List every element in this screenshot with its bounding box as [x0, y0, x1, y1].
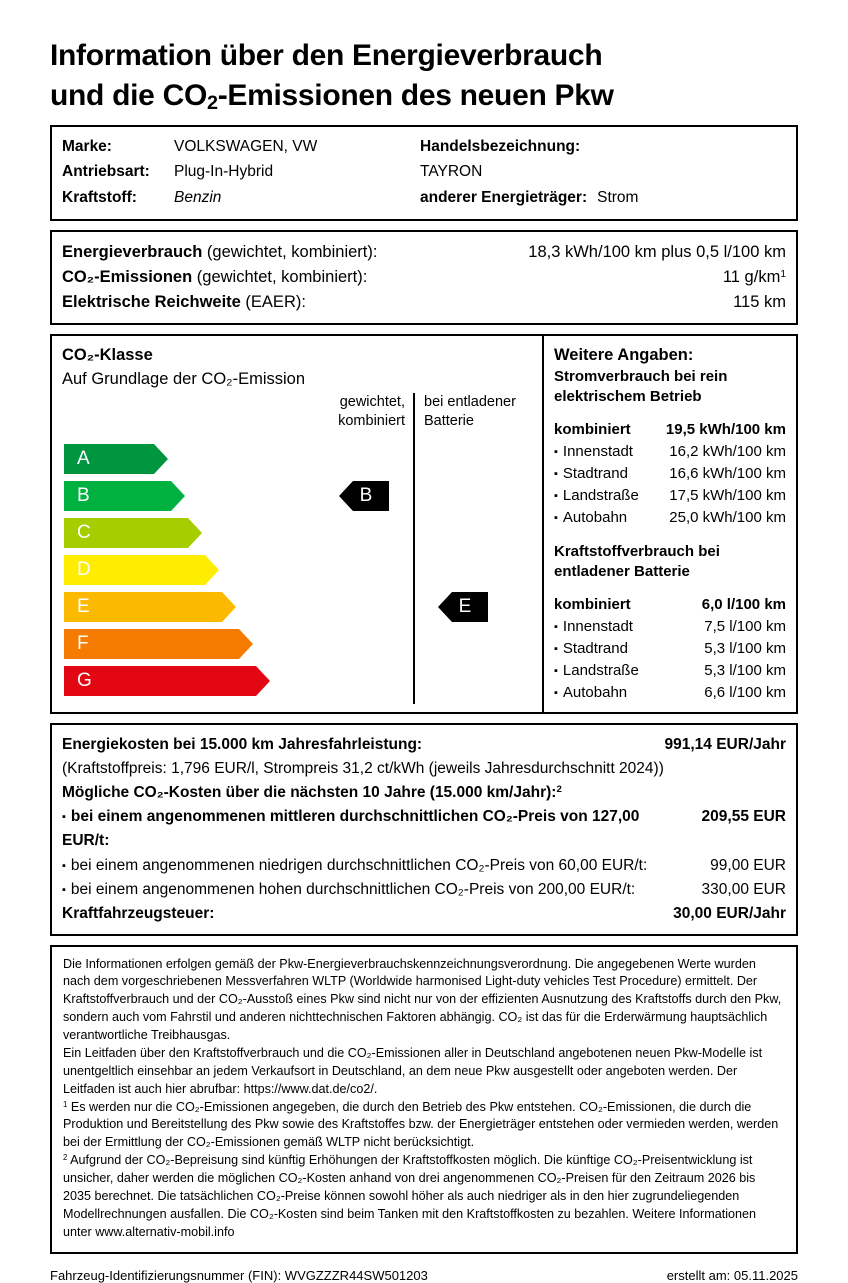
- co2-emissionen-label: CO₂-Emissionen (gewichtet, kombiniert):: [62, 268, 368, 287]
- consumption-cycle-value: 5,3 l/100 km: [704, 661, 786, 679]
- co2-class-bar-label: E: [64, 592, 222, 622]
- co2-class-row: [64, 666, 534, 703]
- consumption-cycle-value: 19,5 kWh/100 km: [665, 420, 786, 438]
- weitere-angaben-title: Weitere Angaben:: [554, 346, 694, 365]
- elektrische-reichweite-value: 115 km: [733, 293, 786, 312]
- kraftstoffverbrauch-subtitle-line2: entladener Batterie: [554, 562, 690, 580]
- co2-cost-high-value: 330,00 EUR: [701, 880, 786, 898]
- marke-value: VOLKSWAGEN, VW: [174, 137, 318, 155]
- consumption-row: [62, 290, 786, 315]
- co2-class-bar-d: [64, 555, 219, 585]
- spacer: [554, 529, 786, 542]
- consumption-cycle-value: 16,2 kWh/100 km: [669, 442, 786, 460]
- co2-class-bar-tip: [256, 666, 270, 696]
- consumption-cycle-label: ▪ Stadtrand: [554, 463, 628, 485]
- consumption-detail-row: [554, 682, 786, 704]
- co2-emissionen-value: 11 $g/km^1$: [722, 268, 786, 287]
- co2-class-bar-tip: [171, 481, 185, 511]
- marker-label: E: [452, 592, 488, 622]
- consumption-cycle-label: ▪ Autobahn: [554, 507, 627, 529]
- co2-cost-row: [62, 805, 786, 853]
- co2-cost-low-value: 99,00 EUR: [710, 856, 786, 874]
- antriebsart-value: Plug-In-Hybrid: [174, 163, 274, 181]
- anderer-energietraeger-label: anderer Energieträger:: [420, 188, 588, 206]
- co2-class-chart-panel: [52, 336, 544, 712]
- co2-class-bar-tip: [154, 444, 168, 474]
- footnote-ref-2: 2: [556, 784, 562, 796]
- co2-class-row: [64, 629, 534, 666]
- stromverbrauch-list: [554, 419, 786, 529]
- consumption-cycle-value: 6,0 l/100 km: [701, 595, 786, 613]
- co2-cost-row: [62, 878, 786, 902]
- co2-subscript: 2: [207, 92, 218, 115]
- consumption-cycle-value: 5,3 l/100 km: [704, 639, 786, 657]
- co2-class-bar-tip: [188, 518, 202, 548]
- consumption-cycle-label: ▪ Autobahn: [554, 682, 627, 704]
- title-line-1: Information über den Energieverbrauch: [50, 39, 603, 72]
- co2-class-row: [64, 555, 534, 592]
- footnote-ref-1: 1: [780, 268, 786, 280]
- kraftstoffverbrauch-subtitle-line1: Kraftstoffverbrauch bei: [554, 542, 720, 560]
- price-basis-note: (Kraftstoffpreis: 1,796 EUR/l, Strompreis 31,2 ct/kWh (jeweils Jahresdurchschnitt 2024)): [62, 760, 664, 778]
- energy-cost-label: Energiekosten bei 15.000 km Jahresfahrleistung:: [62, 736, 423, 754]
- handelsbezeichnung-value: TAYRON: [420, 163, 483, 181]
- co2-class-bar-b: [64, 481, 185, 511]
- co2-class-bar-label: B: [64, 481, 171, 511]
- vin-text: Fahrzeug-Identifizierungsnummer (FIN): WVGZZZR44SW501203: [50, 1267, 428, 1283]
- consumption-detail-row: [554, 441, 786, 463]
- co2-class-bars: [64, 444, 534, 703]
- consumption-cycle-label: kombiniert: [554, 595, 631, 613]
- consumption-cycle-value: 25,0 kWh/100 km: [669, 508, 786, 526]
- consumption-row: [62, 240, 786, 265]
- co2-class-bar-label: G: [64, 666, 256, 696]
- antriebsart-label: Antriebsart:: [62, 163, 150, 181]
- weitere-angaben-panel: [544, 336, 796, 712]
- co2-class-row: [64, 481, 534, 518]
- consumption-combined-row: [554, 594, 786, 616]
- footnote-marker-1: 1: [63, 1099, 68, 1109]
- handelsbezeichnung-label: Handelsbezeichnung:: [420, 137, 581, 155]
- vehicle-tax-label: Kraftfahrzeugsteuer:: [62, 904, 215, 922]
- consumption-detail-row: [554, 485, 786, 507]
- consumption-cycle-label: ▪ Innenstadt: [554, 441, 633, 463]
- consumption-cycle-label: ▪ Innenstadt: [554, 616, 633, 638]
- co2-costs-heading: Mögliche CO₂-Kosten über die nächsten 10 Jahre (15.000 km/Jahr):$^2$: [62, 784, 562, 802]
- vehicle-grid: [62, 136, 786, 209]
- vehicle-tax-row: [62, 902, 786, 926]
- consumption-cycle-label: kombiniert: [554, 420, 631, 438]
- consumption-cycle-value: 7,5 l/100 km: [704, 617, 786, 635]
- co2-class-bar-label: F: [64, 629, 239, 659]
- co2-class-bar-tip: [222, 592, 236, 622]
- anderer-energietraeger-row: [420, 187, 786, 209]
- marker-label: B: [353, 481, 389, 511]
- legal-footnote-1: $^1$ Es werden nur die CO₂-Emissionen angegeben, die durch den Betrieb des Pkw entstehen. CO₂-Emissionen, die durch die Produktion und Bereitstellung des Pkw sowie des Kraftstoffes bzw. der Energieträger entstehen oder vermieden werden, werden bei der Ermittlung der CO₂-Emissionen gemäß WLTP nicht berücksichtigt.: [63, 1099, 779, 1150]
- co2-class-row: [64, 444, 534, 481]
- stromverbrauch-subtitle-line2: elektrischem Betrieb: [554, 387, 702, 405]
- title-line-2: und die $CO_2$-Emissionen des neuen Pkw: [50, 78, 614, 115]
- co2-class-bar-c: [64, 518, 202, 548]
- co2-class-bar-label: A: [64, 444, 154, 474]
- consumption-cycle-value: 6,6 l/100 km: [704, 684, 786, 702]
- co2-class-row: [64, 518, 534, 555]
- kraftstoff-label: Kraftstoff:: [62, 188, 137, 206]
- energieverbrauch-label: Energieverbrauch (gewichtet, kombiniert):: [62, 243, 378, 262]
- consumption-cycle-label: ▪ Landstraße: [554, 485, 639, 507]
- co2-cost-low-label: ▪ bei einem angenommenen niedrigen durchschnittlichen CO₂-Preis von 60,00 EUR/t:: [62, 854, 661, 878]
- co2-cost-row: [62, 854, 786, 878]
- column-header-weighted: gewichtet, kombiniert: [338, 394, 405, 429]
- footnote-marker-2: 2: [63, 1153, 68, 1163]
- co2-class-bar-e: [64, 592, 236, 622]
- co2-class-bar-tip: [205, 555, 219, 585]
- legal-paragraph-1: Die Informationen erfolgen gemäß der Pkw-Energieverbrauchskennzeichnungsverordnung. Die angegebenen Werte wurden nach dem vorgeschriebenen Messverfahren WLTP (Worldwide harmonised Light-duty vehicles Test Procedure) ermittelt. Der Kraftstoffverbrauch und der CO₂-Ausstoß eines Pkw sind nicht nur von der effizienten Ausnutzung des Kraftstoffs durch den Pkw, sondern auch vom Fahrstil und anderen nichttechnischen Faktoren abhängig. CO₂ ist das für die Erderwärmung hauptsächlich verantwortliche Treibhausgas.: [63, 956, 782, 1043]
- consumption-cycle-value: 17,5 kWh/100 km: [669, 486, 786, 504]
- co2-cost-mid-label: ▪ bei einem angenommenen mittleren durchschnittlichen CO₂-Preis von 127,00 EUR/t:: [62, 805, 702, 853]
- co2-class-bar-a: [64, 444, 168, 474]
- co2-class-bar-label: C: [64, 518, 188, 548]
- co2-class-row: [64, 592, 534, 629]
- consumption-combined-row: [554, 419, 786, 441]
- energieverbrauch-value: 18,3 kWh/100 km plus 0,5 l/100 km: [528, 243, 786, 262]
- column-headers: [252, 393, 542, 443]
- co2-class-bar-tip: [239, 629, 253, 659]
- legal-footnote-2: $^2$ Aufgrund der CO₂-Bepreisung sind künftig Erhöhungen der Kraftstoffkosten möglich. Die künftige CO₂-Preisentwicklung ist unsicher, daher werden die möglichen CO₂-Kosten anhand von drei angenommenen CO₂-Preisen für den Zeitraum 2026 bis 2035 berechnet. Die tatsächlichen CO₂-Preise können sowohl höher als auch niedriger als in den hier zugrundeliegenden Modellrechnungen ausfallen. Die CO₂-Kosten sind beim Tanken mit den Kraftstoffkosten zu bezahlen. Weitere Informationen unter www.alternativ-mobil.info: [63, 1153, 757, 1239]
- vehicle-identity-box: [50, 125, 798, 221]
- consumption-detail-row: [554, 638, 786, 660]
- marker-arrow-tip: [339, 481, 353, 511]
- kraftstoff-value: Benzin: [174, 188, 222, 206]
- consumption-cycle-value: 16,6 kWh/100 km: [669, 464, 786, 482]
- energy-cost-value: 991,14 EUR/Jahr: [664, 736, 786, 754]
- co2-cost-mid-value: 209,55 EUR: [701, 808, 786, 826]
- legal-disclaimer-box: [50, 945, 798, 1254]
- consumption-detail-row: [554, 463, 786, 485]
- consumption-detail-row: [554, 507, 786, 529]
- co2-class-bar-g: [64, 666, 270, 696]
- marker-arrow-tip: [438, 592, 452, 622]
- co2-class-bar-f: [64, 629, 253, 659]
- consumption-cycle-label: ▪ Stadtrand: [554, 638, 628, 660]
- co2-class-bar-label: D: [64, 555, 205, 585]
- page-title: [50, 0, 798, 116]
- legal-paragraph-2: Ein Leitfaden über den Kraftstoffverbrauch und die CO₂-Emissionen aller in Deutschland angebotenen neuen Pkw-Modelle ist unentgeltlich einsehbar an jedem Verkaufsort in Deutschland, an dem neue Pkw ausgestellt oder angeboten werden. Der Leitfaden ist auch hier abrufbar: https://www.dat.de/co2/.: [63, 1045, 763, 1096]
- consumption-row: [62, 265, 786, 290]
- stromverbrauch-subtitle-line1: Stromverbrauch bei rein: [554, 367, 728, 385]
- consumption-detail-row: [554, 616, 786, 638]
- co2-class-marker-discharged: [438, 592, 488, 622]
- marke-label: Marke:: [62, 137, 112, 155]
- costs-box: [50, 723, 798, 935]
- kraftstoffverbrauch-list: [554, 594, 786, 704]
- co2-class-marker-weighted: [339, 481, 389, 511]
- created-date-text: erstellt am: 05.11.2025: [666, 1267, 798, 1283]
- anderer-energietraeger-value: Strom: [597, 188, 639, 206]
- energy-cost-row: [62, 733, 786, 757]
- elektrische-reichweite-label: Elektrische Reichweite (EAER):: [62, 293, 306, 312]
- consumption-summary-box: [50, 230, 798, 325]
- consumption-cycle-label: ▪ Landstraße: [554, 660, 639, 682]
- vehicle-tax-value: 30,00 EUR/Jahr: [673, 904, 786, 922]
- consumption-detail-row: [554, 660, 786, 682]
- co2-klasse-subheading: Auf Grundlage der CO₂-Emission: [62, 369, 306, 388]
- column-header-discharged: bei entladener Batterie: [424, 394, 516, 429]
- co2-cost-high-label: ▪ bei einem angenommenen hohen durchschnittlichen CO₂-Preis von 200,00 EUR/t:: [62, 878, 649, 902]
- co2-klasse-heading: CO₂-Klasse: [62, 346, 153, 365]
- co2-class-box: [50, 334, 798, 714]
- page-footer: [50, 1254, 798, 1283]
